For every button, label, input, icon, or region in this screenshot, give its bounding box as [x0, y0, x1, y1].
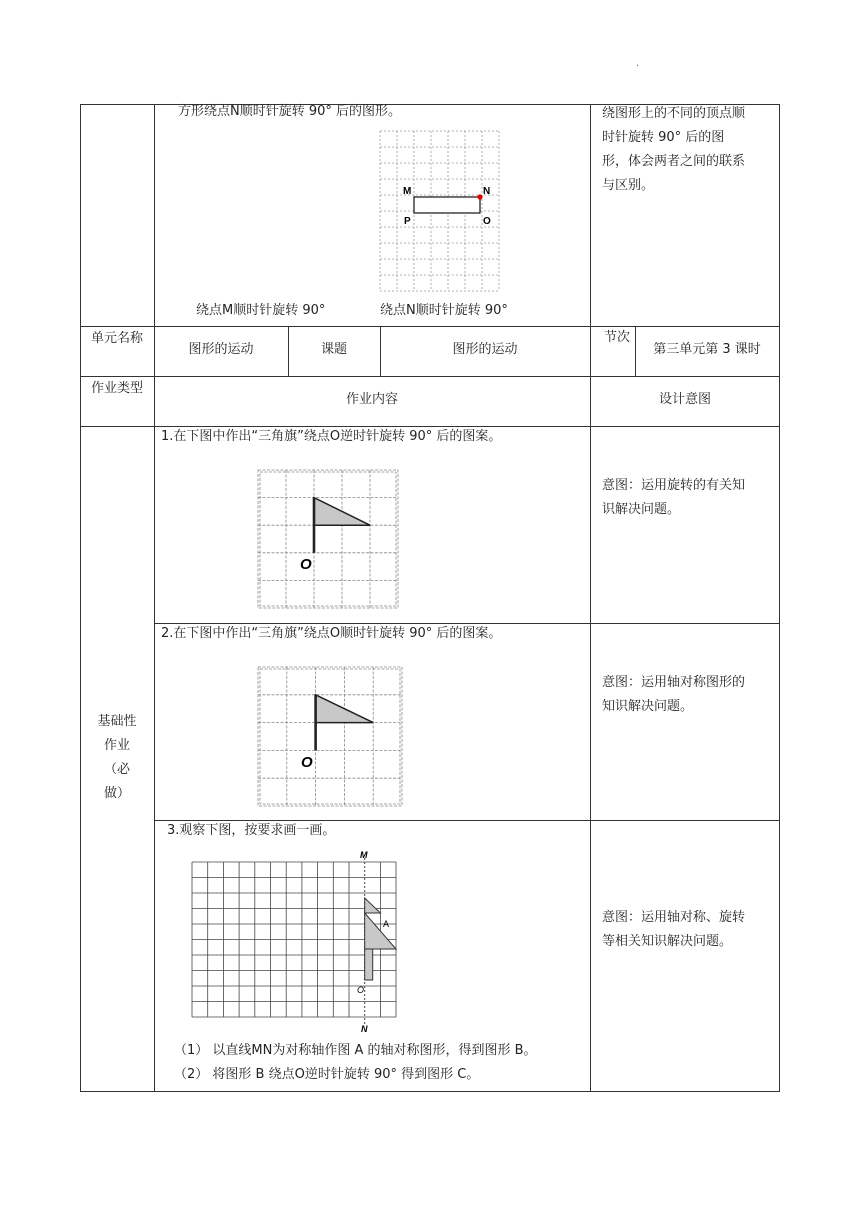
q3-grid-figure [192, 846, 407, 1034]
label-type: 作业类型 [90, 381, 143, 396]
label-section: 节次 [604, 330, 631, 345]
caption-rotate-n: 绕点N顺时针旋转 90° [380, 303, 508, 318]
point-o-label: O [357, 985, 365, 995]
point-o-label: O [301, 754, 313, 771]
rectangle-grid-figure [380, 131, 500, 291]
unit-name: 图形的运动 [188, 342, 254, 357]
point-n-marker [477, 194, 482, 199]
q1-text: 1.在下图中作出“三角旗”绕点O逆时针旋转 90° 后的图案。 [161, 429, 502, 444]
label-topic: 课题 [320, 342, 347, 357]
axis-label-m: M [360, 850, 368, 860]
point-o-label: O [300, 556, 312, 573]
q3-sub1: （1） 以直线MN为对称轴作图 A 的轴对称图形，得到图形 B。 [174, 1043, 537, 1058]
label-p: P [404, 216, 411, 227]
top-instruction: 方形绕点N顺时针旋转 90° 后的图形。 [178, 104, 402, 119]
label-content: 作业内容 [345, 392, 398, 407]
q1-intent: 意图：运用旋转的有关知 识解决问题。 [602, 478, 746, 517]
label-m: M [403, 186, 412, 197]
q3-sub2: （2） 将图形 B 绕点O逆时针旋转 90° 得到图形 C。 [174, 1067, 480, 1082]
label-n: N [483, 186, 491, 197]
basic-homework-label: 基础性 作业 （必 做） [97, 714, 137, 801]
page-mark: . [636, 58, 640, 69]
q3-text: 3.观察下图，按要求画一画。 [167, 823, 336, 838]
label-intent: 设计意图 [658, 392, 711, 407]
section: 第三单元第 3 课时 [653, 342, 761, 357]
topic: 图形的运动 [452, 342, 518, 357]
q2-flag-figure [258, 667, 402, 807]
rectangle-mnop [414, 197, 480, 213]
shape-label-a: A [383, 919, 390, 929]
label-unit-name: 单元名称 [90, 331, 143, 346]
caption-rotate-m: 绕点M顺时针旋转 90° [196, 303, 326, 318]
label-o: O [483, 216, 491, 227]
q1-flag-figure [258, 470, 398, 610]
q3-intent: 意图：运用轴对称、旋转 等相关知识解决问题。 [602, 910, 746, 949]
top-intent: 绕图形上的不同的顶点顺 时针旋转 90° 后的图 形，体会两者之间的联系 与区别。 [602, 106, 746, 193]
q2-intent: 意图：运用轴对称图形的 知识解决问题。 [602, 675, 746, 714]
q2-text: 2.在下图中作出“三角旗”绕点O顺时针旋转 90° 后的图案。 [161, 626, 502, 641]
axis-label-n: N [361, 1024, 368, 1034]
